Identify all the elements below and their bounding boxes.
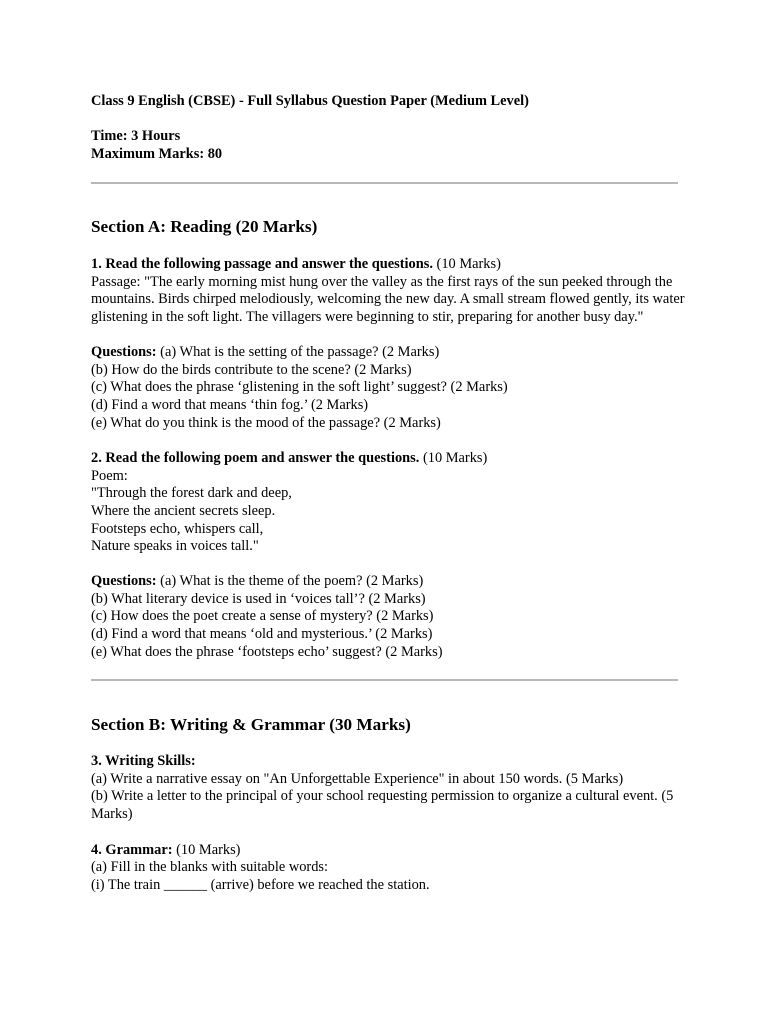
poem-line: Footsteps echo, whispers call, bbox=[91, 520, 264, 537]
passage-text: Passage: "The early morning mist hung over the valley as the first rays of the sun peeked through the mountains. Birds chirped melodiously, welcoming the new day. A small stream flowed gently, its water glistening in the soft light. The villagers were beginning to stir, preparing for another busy day." bbox=[91, 273, 685, 326]
question-3-prompt: 3. Writing Skills: bbox=[91, 753, 196, 770]
question-1-prompt: 1. Read the following passage and answer the questions. (10 Marks) bbox=[91, 256, 501, 273]
question-1 bbox=[91, 256, 686, 432]
question-2-sub-e: (e) What does the phrase ‘footsteps echo’ suggest? (2 Marks) bbox=[91, 643, 443, 660]
question-4 bbox=[91, 842, 686, 895]
question-1-sub-d: (d) Find a word that means ‘thin fog.’ (2 Marks) bbox=[91, 396, 369, 413]
question-3 bbox=[91, 753, 686, 823]
question-2 bbox=[91, 450, 686, 661]
question-2-sub-c: (c) How does the poet create a sense of mystery? (2 Marks) bbox=[91, 608, 434, 625]
question-3-item-a: (a) Write a narrative essay on "An Unforgettable Experience" in about 150 words. (5 Marks) bbox=[91, 770, 624, 787]
question-1-sub-c: (c) What does the phrase ‘glistening in the soft light’ suggest? (2 Marks) bbox=[91, 379, 508, 396]
question-1-sub-b: (b) How do the birds contribute to the scene? (2 Marks) bbox=[91, 361, 412, 378]
question-2-prompt: 2. Read the following poem and answer the questions. (10 Marks) bbox=[91, 450, 488, 467]
question-2-sub-a: Questions: (a) What is the theme of the poem? (2 Marks) bbox=[91, 573, 424, 590]
paper-title: Class 9 English (CBSE) - Full Syllabus Question Paper (Medium Level) bbox=[91, 93, 529, 109]
poem-label: Poem: bbox=[91, 467, 128, 484]
max-marks-info: Maximum Marks: 80 bbox=[91, 145, 223, 162]
question-4-prompt: 4. Grammar: (10 Marks) bbox=[91, 841, 241, 858]
question-1-sub-a: Questions: (a) What is the setting of the passage? (2 Marks) bbox=[91, 344, 440, 361]
question-2-sub-b: (b) What literary device is used in ‘voices tall’? (2 Marks) bbox=[91, 590, 426, 607]
question-4-item-a: (a) Fill in the blanks with suitable words: bbox=[91, 859, 329, 876]
time-info: Time: 3 Hours bbox=[91, 128, 181, 145]
poem-line: Where the ancient secrets sleep. bbox=[91, 502, 276, 519]
question-2-sub-d: (d) Find a word that means ‘old and mysterious.’ (2 Marks) bbox=[91, 625, 433, 642]
question-1-sub-e: (e) What do you think is the mood of the passage? (2 Marks) bbox=[91, 414, 441, 431]
question-paper bbox=[91, 93, 686, 894]
question-4-item-i: (i) The train ______ (arrive) before we reached the station. bbox=[91, 876, 430, 893]
section-b-heading: Section B: Writing & Grammar (30 Marks) bbox=[91, 715, 411, 735]
section-a-heading: Section A: Reading (20 Marks) bbox=[91, 217, 318, 237]
question-3-item-b: (b) Write a letter to the principal of your school requesting permission to organize a cultural event. (5 Marks) bbox=[91, 788, 674, 822]
poem-line: Nature speaks in voices tall." bbox=[91, 538, 259, 555]
poem-line: "Through the forest dark and deep, bbox=[91, 485, 292, 502]
